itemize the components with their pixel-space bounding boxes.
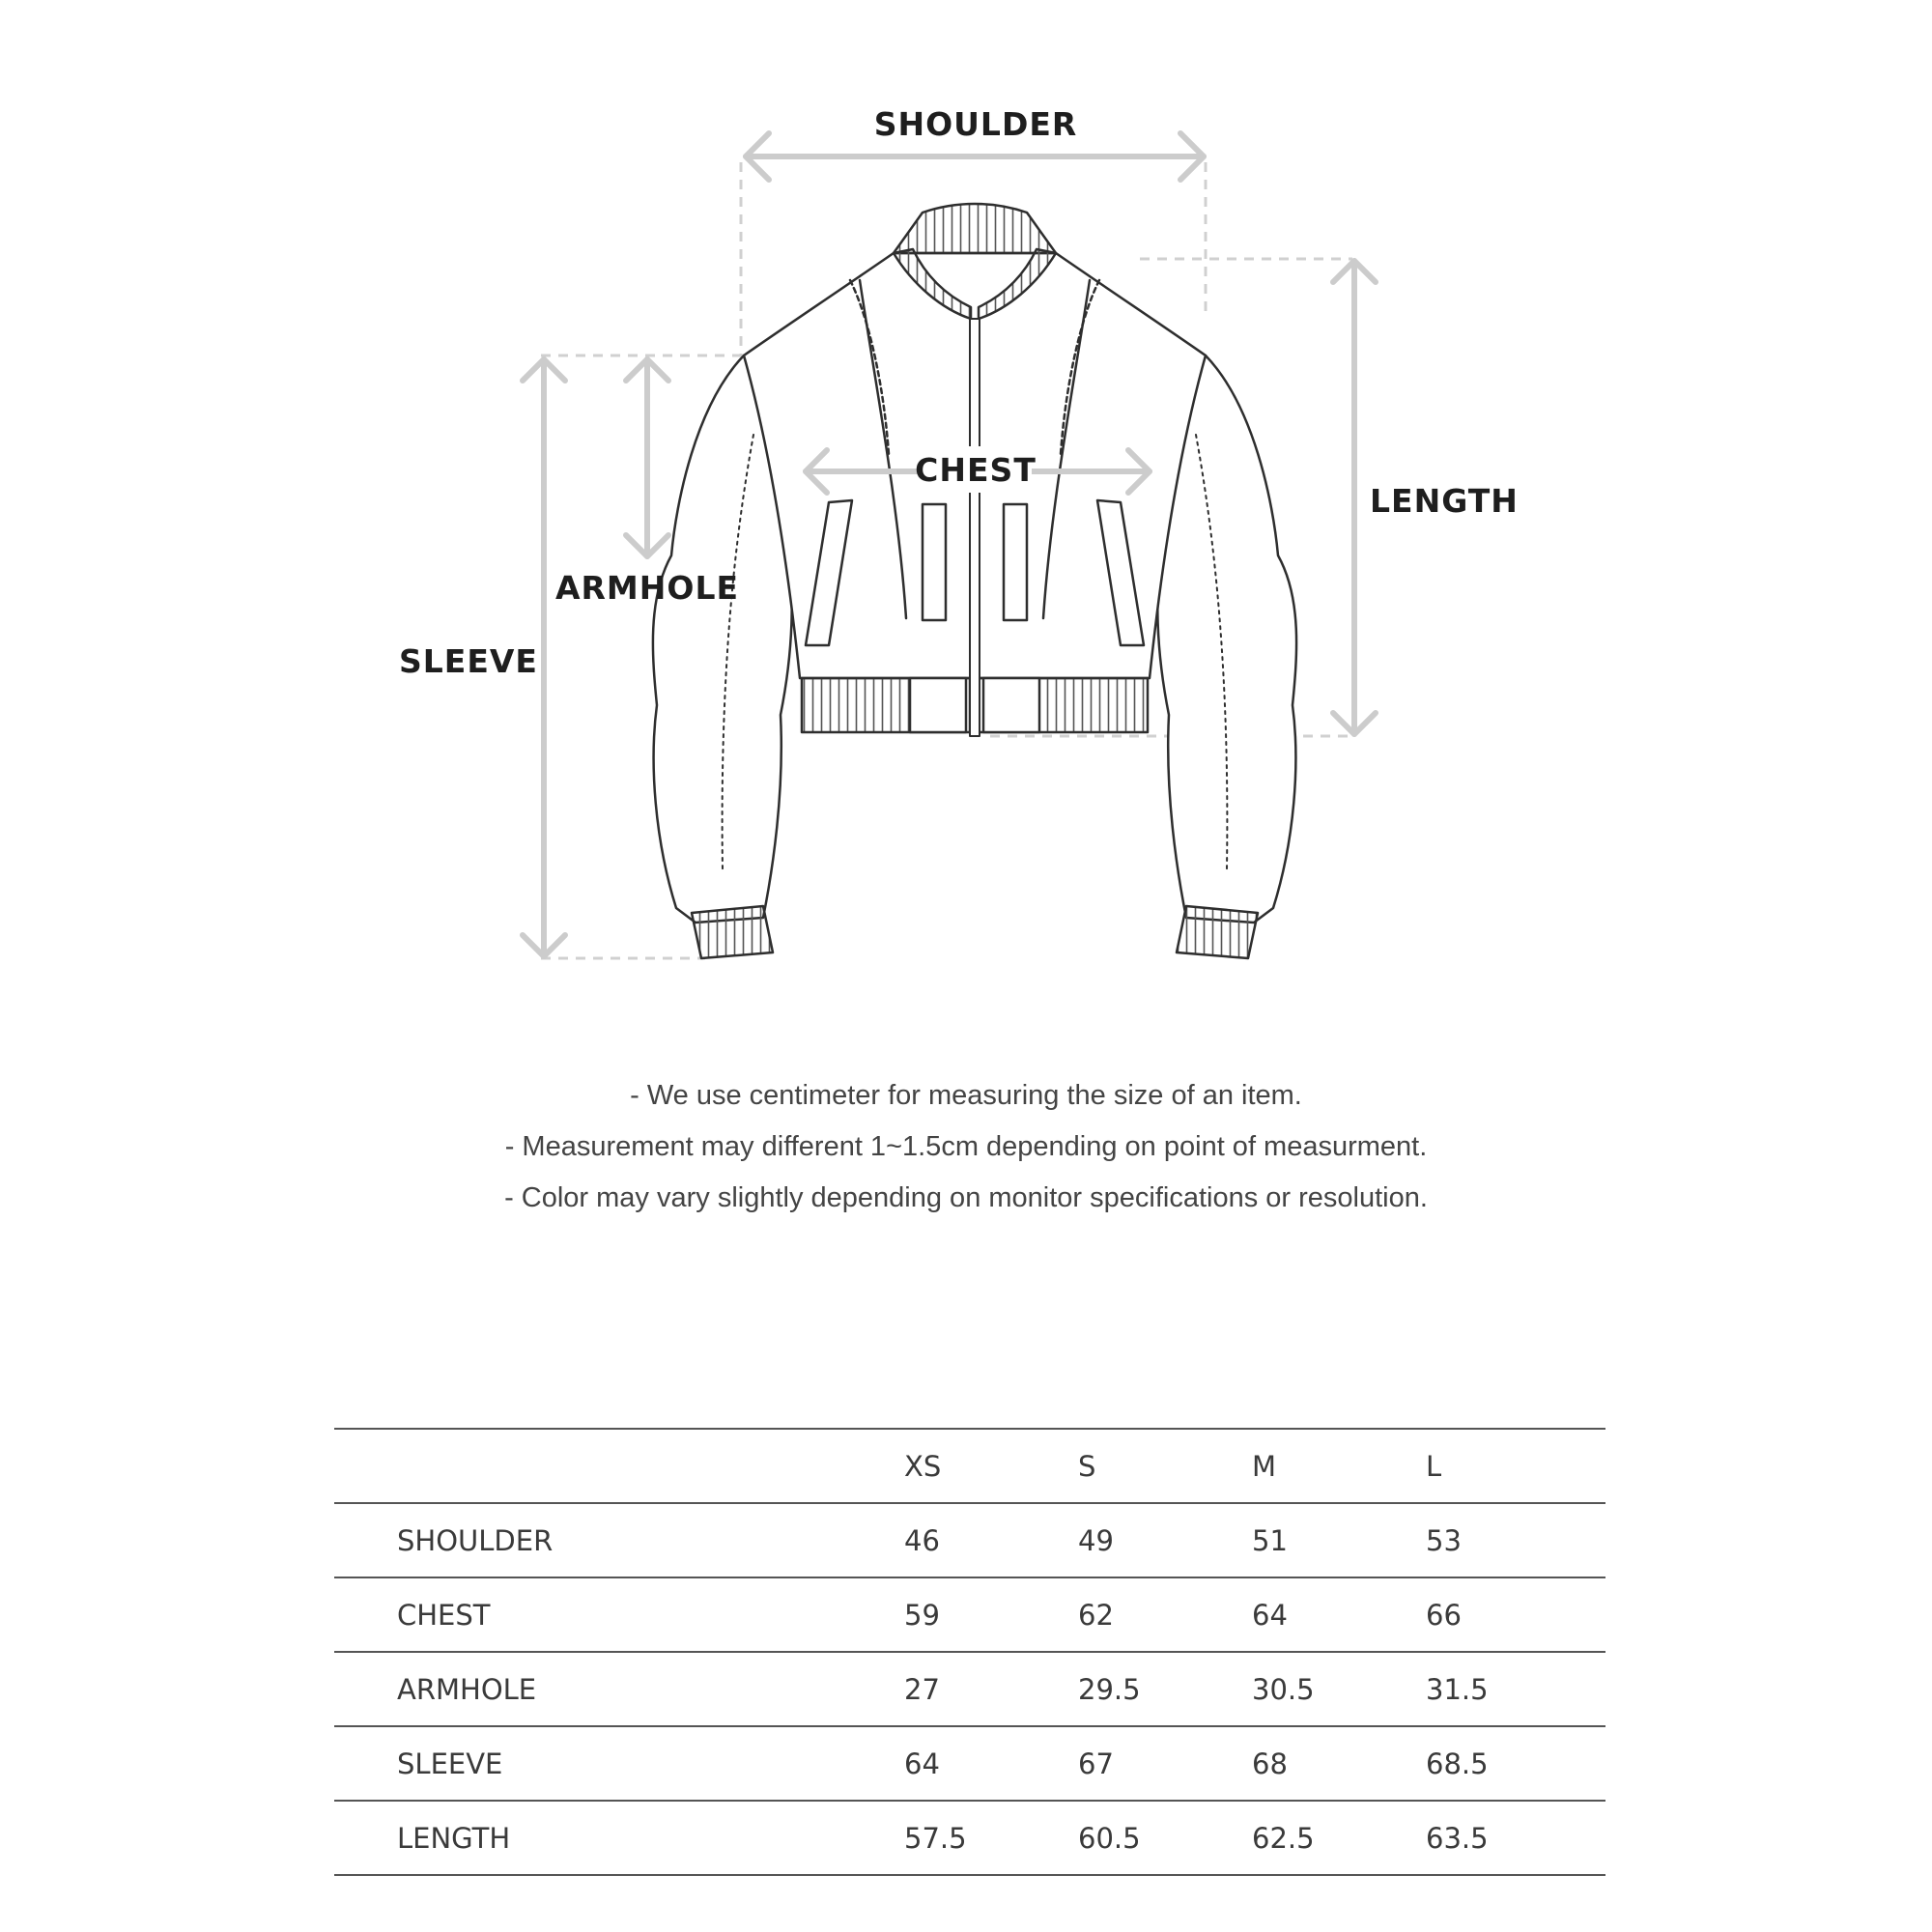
chest-label: CHEST (915, 451, 1037, 489)
table-cell: 64 (904, 1726, 1078, 1801)
header-cell-s: S (1078, 1429, 1252, 1503)
armhole-label: ARMHOLE (554, 569, 740, 607)
table-cell: 62 (1078, 1577, 1252, 1652)
table-cell: 67 (1078, 1726, 1252, 1801)
table-cell: 66 (1426, 1577, 1605, 1652)
table-cell: 59 (904, 1577, 1078, 1652)
left-cuff (692, 906, 773, 958)
table-cell: 57.5 (904, 1801, 1078, 1875)
table-header-row (334, 1429, 1605, 1503)
table-cell: 31.5 (1426, 1652, 1605, 1726)
table-cell: 30.5 (1252, 1652, 1426, 1726)
note-line-3: - Color may vary slightly depending on monitor specifications or resolution. (504, 1182, 1428, 1213)
measurement-notes (0, 1070, 1932, 1224)
hem-center-panel-right (983, 678, 1039, 732)
right-cuff (1177, 906, 1258, 958)
header-cell-m: M (1252, 1429, 1426, 1503)
table-row (334, 1801, 1605, 1875)
table-row (334, 1503, 1605, 1577)
table-row (334, 1577, 1605, 1652)
table-row (334, 1726, 1605, 1801)
hem-center-panel-left (910, 678, 966, 732)
table-cell: 68 (1252, 1726, 1426, 1801)
note-line-2: - Measurement may different 1~1.5cm depending on point of measurment. (504, 1131, 1428, 1162)
row-label: SLEEVE (334, 1726, 904, 1801)
size-table (334, 1428, 1605, 1876)
header-cell-l: L (1426, 1429, 1605, 1503)
table-cell: 68.5 (1426, 1726, 1605, 1801)
jacket-illustration (653, 204, 1296, 958)
pocket-left-inner (923, 504, 946, 620)
row-label: ARMHOLE (334, 1652, 904, 1726)
table-cell: 51 (1252, 1503, 1426, 1577)
zipper (970, 319, 980, 736)
table-cell: 63.5 (1426, 1801, 1605, 1875)
table-cell: 53 (1426, 1503, 1605, 1577)
note-line-1: - We use centimeter for measuring the size of an item. (630, 1080, 1302, 1111)
table-cell: 64 (1252, 1577, 1426, 1652)
sleeve-label: SLEEVE (399, 642, 538, 680)
table-cell: 29.5 (1078, 1652, 1252, 1726)
table-cell: 49 (1078, 1503, 1252, 1577)
table-cell: 46 (904, 1503, 1078, 1577)
row-label: LENGTH (334, 1801, 904, 1875)
shoulder-label: SHOULDER (873, 105, 1078, 143)
table-cell: 60.5 (1078, 1801, 1252, 1875)
length-label: LENGTH (1370, 482, 1519, 520)
header-cell-blank (334, 1429, 904, 1503)
collar-back (894, 204, 1056, 253)
pocket-right-inner (1004, 504, 1027, 620)
row-label: CHEST (334, 1577, 904, 1652)
table-row (334, 1652, 1605, 1726)
row-label: SHOULDER (334, 1503, 904, 1577)
header-cell-xs: XS (904, 1429, 1078, 1503)
table-cell: 27 (904, 1652, 1078, 1726)
table-cell: 62.5 (1252, 1801, 1426, 1875)
